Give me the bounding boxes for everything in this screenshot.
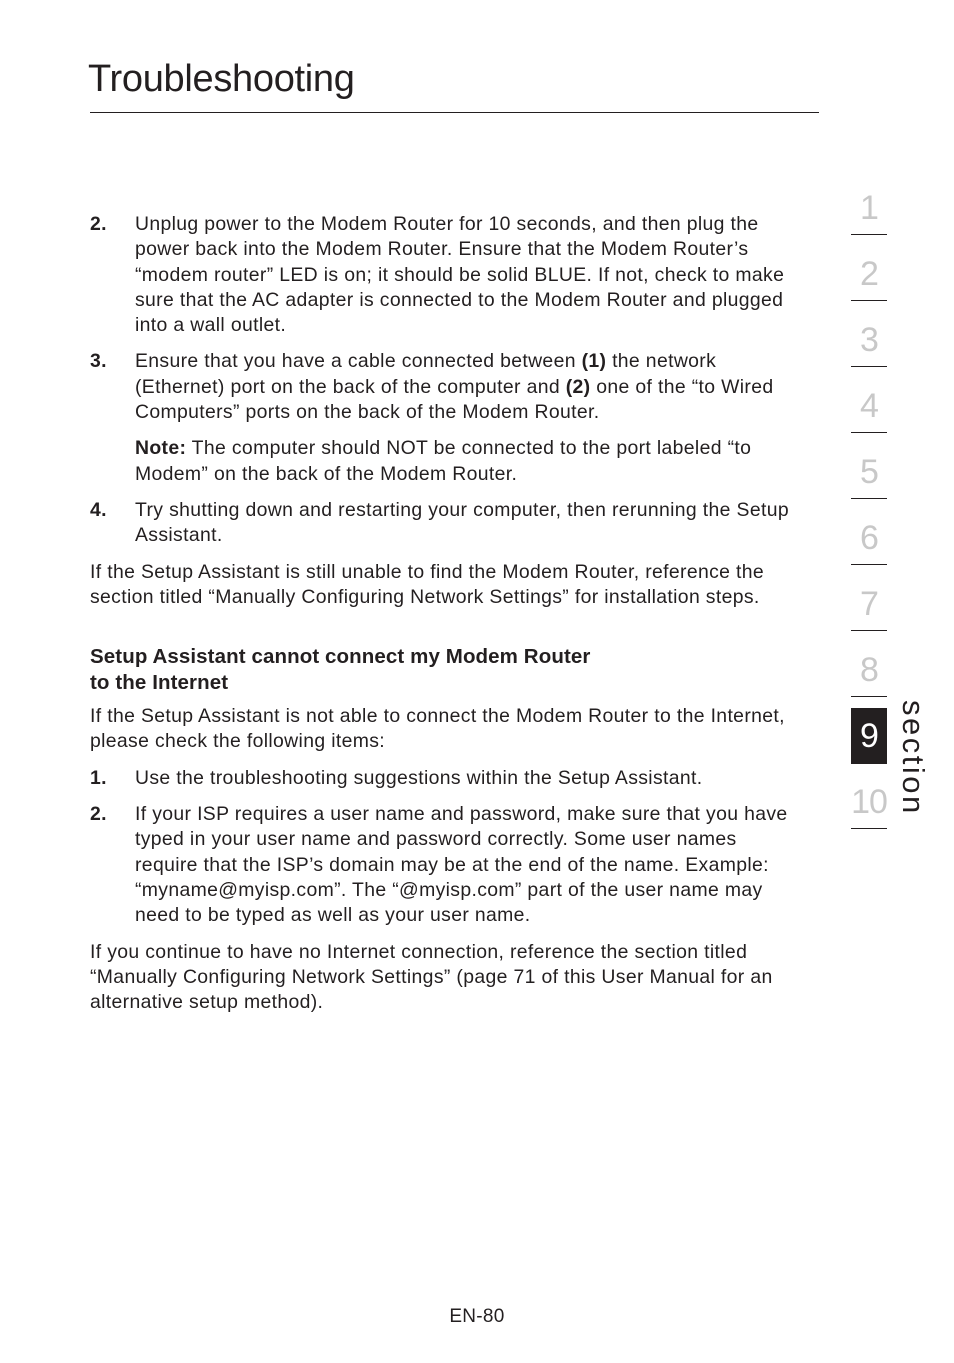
section-divider [851,234,887,235]
list-text: Try shutting down and restarting your computer, then rerunning the Setup Assistant. [135,498,789,547]
page-number: EN-80 [449,1306,505,1327]
paragraph: If the Setup Assistant is not able to connect the Modem Router to the Internet, please check the following items: [90,705,785,753]
list-number: 2. [90,803,107,826]
note-text: The computer should NOT be connected to the port labeled “to Modem” on the back of the Modem Router. [135,437,752,485]
section-divider [851,366,887,367]
list-item [90,349,802,425]
section-tab-3[interactable]: 3 [860,321,878,359]
section-tab-1[interactable]: 1 [860,189,878,227]
section-tab-7[interactable]: 7 [860,585,878,623]
section-divider [851,828,887,829]
section-subheading [90,644,802,696]
section-tab-10[interactable]: 10 [851,783,887,821]
text-run: one of the “to Wired Computers” ports on the back of the Modem Router. [135,375,774,424]
list-text: Unplug power to the Modem Router for 10 seconds, and then plug the power back into the Modem Router. Ensure that the Modem Router’s “modem router” LED is on; it should be solid BLUE. If not, check to make sure that the AC adapter is connected to the Modem Router and plugged into a wall outlet. [135,213,785,337]
section-divider [851,300,887,301]
list-item [90,766,802,791]
section-tab-5[interactable]: 5 [860,453,878,491]
section-tab-2[interactable]: 2 [860,255,878,293]
list-item [90,498,802,549]
section-divider [851,498,887,499]
section-divider [851,630,887,631]
list-number: 4. [90,498,107,521]
list-item [90,212,802,338]
callout-2: (2) [565,375,591,398]
section-tab-4[interactable]: 4 [860,387,878,425]
text-run: Ensure that you have a cable connected between [135,350,582,373]
list-number: 1. [90,766,107,789]
note-label: Note: [135,437,187,460]
subheading-line: Setup Assistant cannot connect my Modem Router [90,645,591,669]
page-title: Troubleshooting [88,58,355,100]
section-divider [851,564,887,565]
list-text [135,349,802,425]
text-run: the network (Ethernet) port on the back of the computer and [135,350,717,398]
section-label: section [896,700,931,816]
section-tab-6[interactable]: 6 [860,519,878,557]
section-divider [851,696,887,697]
title-divider [90,112,819,113]
section-tab-8[interactable]: 8 [860,651,878,689]
list-text: If your ISP requires a user name and password, make sure that you have typed in your user name and password correctly. Some user names require that the ISP’s domain may be at the end of the name. Example: “myname@myisp.com”. The “@myisp.com” part of the user name may need to be typed as well as your user name. [135,803,788,927]
list-number: 3. [90,350,107,373]
subheading-line: to the Internet [90,671,229,695]
list-text: Use the troubleshooting suggestions within the Setup Assistant. [135,766,703,789]
list-item [90,802,802,928]
callout-1: (1) [581,350,607,373]
note [90,436,802,487]
main-content [90,212,802,1026]
section-tab-9[interactable]: 9 [851,708,887,764]
paragraph: If the Setup Assistant is still unable to find the Modem Router, reference the section titled “Manually Configuring Network Settings” for installation steps. [90,560,765,608]
paragraph: If you continue to have no Internet connection, reference the section titled “Manually Configuring Network Settings” (page 71 of this User Manual for an alternative setup method). [90,940,773,1014]
section-divider [851,432,887,433]
list-number: 2. [90,213,107,235]
